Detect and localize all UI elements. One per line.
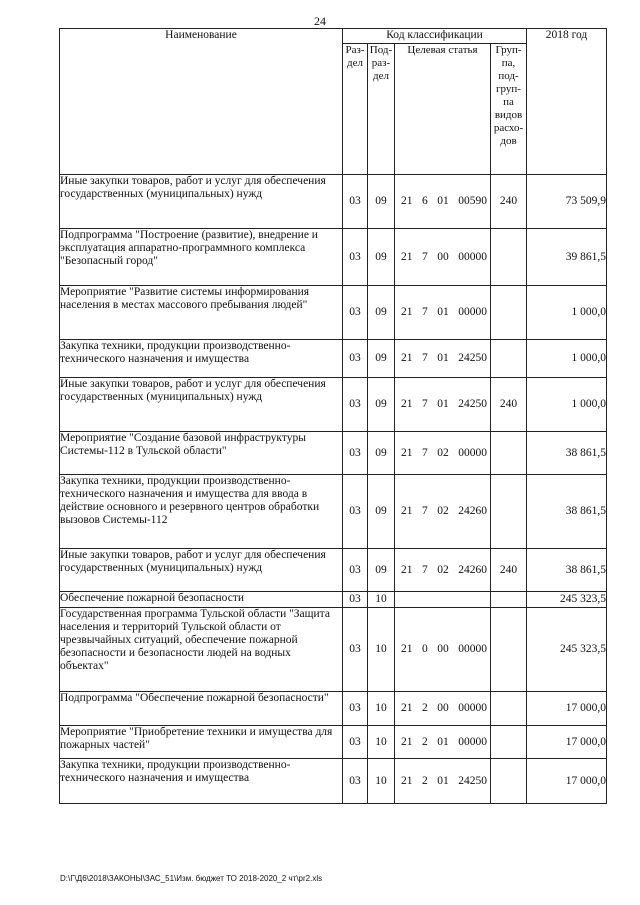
- row-target-code: [395, 378, 491, 432]
- row-name: Закупка техники, продукции производственно-технического назначения и имущества для ввода в действие основного и резервного центров обработки вызовов Системы-112: [60, 475, 343, 549]
- target-code-part: 01: [437, 306, 449, 318]
- target-code-part: 00000: [458, 446, 487, 459]
- target-code-part: 00000: [458, 702, 487, 714]
- header-podrazdel: Под- раз- дел: [368, 44, 395, 175]
- row-razdel: 03: [343, 286, 368, 340]
- row-group: [491, 229, 527, 286]
- table-row: [60, 692, 607, 726]
- row-value: 17 000,0: [527, 759, 607, 804]
- row-podrazdel: 09: [368, 432, 395, 475]
- target-code-part: 7: [422, 306, 428, 318]
- target-code-part: 21: [401, 735, 413, 748]
- row-razdel: 03: [343, 692, 368, 726]
- row-group: 240: [491, 378, 527, 432]
- row-target-code: [395, 549, 491, 592]
- row-value: 39 861,5: [527, 229, 607, 286]
- row-group: [491, 286, 527, 340]
- row-podrazdel: 09: [368, 340, 395, 378]
- row-group: [491, 759, 527, 804]
- row-razdel: 03: [343, 726, 368, 759]
- target-code-part: 01: [437, 398, 449, 410]
- row-target-code: [395, 475, 491, 549]
- row-razdel: 03: [343, 229, 368, 286]
- target-code-part: 01: [437, 735, 449, 748]
- row-podrazdel: 10: [368, 692, 395, 726]
- row-name: Обеспечение пожарной безопасности: [60, 592, 343, 608]
- target-code-part: 00000: [458, 643, 487, 655]
- target-code-part: 7: [422, 505, 428, 517]
- row-target-code: [395, 592, 491, 608]
- target-code-part: 21: [401, 563, 413, 576]
- table-row: [60, 378, 607, 432]
- row-target-code: [395, 432, 491, 475]
- row-razdel: 03: [343, 475, 368, 549]
- table-row: [60, 549, 607, 592]
- row-group: [491, 608, 527, 692]
- row-group: [491, 592, 527, 608]
- row-group: [491, 726, 527, 759]
- row-razdel: 03: [343, 608, 368, 692]
- table-row: [60, 175, 607, 229]
- row-target-code: [395, 692, 491, 726]
- target-code-part: 21: [401, 702, 413, 714]
- table-row: [60, 340, 607, 378]
- target-code-part: 21: [401, 306, 413, 318]
- target-code-part: 01: [437, 774, 449, 787]
- row-target-code: [395, 229, 491, 286]
- row-podrazdel: 10: [368, 592, 395, 608]
- table-row: [60, 286, 607, 340]
- row-podrazdel: 09: [368, 286, 395, 340]
- target-code-part: 02: [437, 505, 449, 517]
- target-code-part: 21: [401, 505, 413, 517]
- row-podrazdel: 09: [368, 229, 395, 286]
- row-razdel: 03: [343, 592, 368, 608]
- target-code-part: 24260: [458, 505, 487, 517]
- row-podrazdel: 09: [368, 378, 395, 432]
- row-target-code: [395, 608, 491, 692]
- row-value: 38 861,5: [527, 475, 607, 549]
- row-podrazdel: 09: [368, 175, 395, 229]
- target-code-part: 6: [422, 195, 428, 207]
- row-razdel: 03: [343, 759, 368, 804]
- page-number: 24: [314, 14, 326, 28]
- header-year: 2018 год: [527, 29, 607, 175]
- table-row: [60, 726, 607, 759]
- row-name: Иные закупки товаров, работ и услуг для обеспечения государственных (муниципальных) нужд: [60, 175, 343, 229]
- row-podrazdel: 10: [368, 726, 395, 759]
- header-target: Целевая статья: [395, 44, 491, 175]
- row-name: Закупка техники, продукции производственно-технического назначения и имущества: [60, 759, 343, 804]
- target-code-part: 01: [437, 352, 449, 364]
- header-name: Наименование: [60, 29, 343, 175]
- row-name: Государственная программа Тульской области "Защита населения и территорий Тульской области от чрезвычайных ситуаций, обеспечение пожарной безопасности и безопасности людей на водных объектах": [60, 608, 343, 692]
- target-code-part: 7: [422, 563, 428, 576]
- target-code-part: 21: [401, 398, 413, 410]
- budget-table: [59, 28, 607, 804]
- table-row: [60, 592, 607, 608]
- row-value: 1 000,0: [527, 286, 607, 340]
- target-code-part: 00590: [458, 195, 487, 207]
- row-target-code: [395, 286, 491, 340]
- target-code-part: 21: [401, 446, 413, 459]
- table-row: [60, 475, 607, 549]
- row-target-code: [395, 175, 491, 229]
- target-code-part: 00000: [458, 306, 487, 318]
- table-row: [60, 229, 607, 286]
- header-classification: Код классификации: [343, 29, 527, 44]
- target-code-part: 7: [422, 352, 428, 364]
- row-razdel: 03: [343, 378, 368, 432]
- row-name: Иные закупки товаров, работ и услуг для обеспечения государственных (муниципальных) нужд: [60, 549, 343, 592]
- target-code-part: 7: [422, 250, 428, 263]
- table-row: [60, 432, 607, 475]
- target-code-part: 00: [437, 643, 449, 655]
- row-podrazdel: 10: [368, 608, 395, 692]
- row-razdel: 03: [343, 549, 368, 592]
- row-name: Мероприятие "Создание базовой инфраструктуры Системы-112 в Тульской области": [60, 432, 343, 475]
- row-name: Иные закупки товаров, работ и услуг для обеспечения государственных (муниципальных) нужд: [60, 378, 343, 432]
- row-value: 38 861,5: [527, 549, 607, 592]
- row-name: Закупка техники, продукции производственно-технического назначения и имущества: [60, 340, 343, 378]
- target-code-part: 7: [422, 398, 428, 410]
- target-code-part: 21: [401, 250, 413, 263]
- target-code-part: 24250: [458, 398, 487, 410]
- target-code-part: 2: [422, 735, 428, 748]
- target-code-part: 7: [422, 446, 428, 459]
- row-podrazdel: 09: [368, 475, 395, 549]
- row-target-code: [395, 759, 491, 804]
- row-podrazdel: 09: [368, 549, 395, 592]
- row-name: Мероприятие "Приобретение техники и имущества для пожарных частей": [60, 726, 343, 759]
- table-row: [60, 608, 607, 692]
- header-group: Груп- па, под- груп- па видов расхо- дов: [491, 44, 527, 175]
- target-code-part: 24260: [458, 563, 487, 576]
- row-target-code: [395, 726, 491, 759]
- row-target-code: [395, 340, 491, 378]
- row-group: [491, 692, 527, 726]
- target-code-part: 02: [437, 446, 449, 459]
- row-value: 17 000,0: [527, 692, 607, 726]
- table-row: [60, 759, 607, 804]
- row-group: [491, 475, 527, 549]
- row-value: 17 000,0: [527, 726, 607, 759]
- row-value: 38 861,5: [527, 432, 607, 475]
- row-group: 240: [491, 549, 527, 592]
- row-group: [491, 340, 527, 378]
- row-value: 245 323,5: [527, 592, 607, 608]
- target-code-part: 02: [437, 563, 449, 576]
- header-razdel: Раз- дел: [343, 44, 368, 175]
- row-podrazdel: 10: [368, 759, 395, 804]
- file-path-footer: D:\Г\Д6\2018\ЗАКОНЫ\ЗАС_51\Изм. бюджет ТО 2018-2020_2 чт\pr2.xls: [60, 874, 323, 883]
- row-group: 240: [491, 175, 527, 229]
- target-code-part: 24250: [458, 774, 487, 787]
- target-code-part: 21: [401, 643, 413, 655]
- row-value: 1 000,0: [527, 340, 607, 378]
- row-name: Подпрограмма "Обеспечение пожарной безопасности": [60, 692, 343, 726]
- target-code-part: 00: [437, 702, 449, 714]
- target-code-part: 2: [422, 774, 428, 787]
- row-razdel: 03: [343, 175, 368, 229]
- target-code-part: 21: [401, 195, 413, 207]
- row-name: Подпрограмма "Построение (развитие), внедрение и эксплуатация аппаратно-программного комплекса "Безопасный город": [60, 229, 343, 286]
- row-value: 73 509,9: [527, 175, 607, 229]
- target-code-part: 00000: [458, 735, 487, 748]
- target-code-part: 21: [401, 352, 413, 364]
- target-code-part: 01: [437, 195, 449, 207]
- target-code-part: 21: [401, 774, 413, 787]
- target-code-part: 0: [422, 643, 428, 655]
- target-code-part: 00: [437, 250, 449, 263]
- target-code-part: 24250: [458, 352, 487, 364]
- row-value: 245 323,5: [527, 608, 607, 692]
- row-razdel: 03: [343, 340, 368, 378]
- row-group: [491, 432, 527, 475]
- target-code-part: 00000: [458, 250, 487, 263]
- row-value: 1 000,0: [527, 378, 607, 432]
- row-razdel: 03: [343, 432, 368, 475]
- target-code-part: 2: [422, 702, 428, 714]
- row-name: Мероприятие "Развитие системы информирования населения в местах массового пребывания людей": [60, 286, 343, 340]
